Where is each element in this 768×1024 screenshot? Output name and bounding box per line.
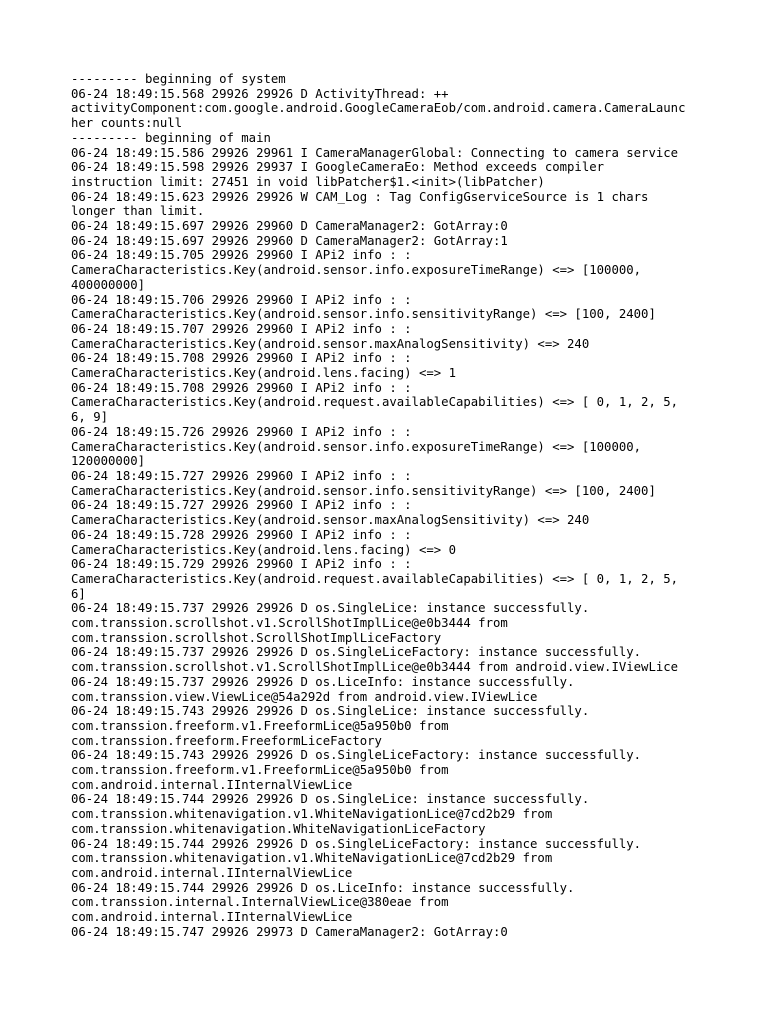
log-line: 06-24 18:49:15.737 29926 29926 D os.LiceInfo: instance successfully. [71, 674, 575, 689]
log-line: CameraCharacteristics.Key(android.request.availableCapabilities) <=> [ 0, 1, 2, 5, [71, 571, 679, 586]
log-line: com.android.internal.IInternalViewLice [71, 865, 353, 880]
log-line: 06-24 18:49:15.705 29926 29960 I APi2 info : : [71, 248, 412, 263]
log-line: com.transsion.whitenavigation.v1.WhiteNavigationLice@7cd2b29 from [71, 851, 553, 866]
log-line: CameraCharacteristics.Key(android.lens.facing) <=> 0 [71, 542, 456, 557]
log-line: CameraCharacteristics.Key(android.request.availableCapabilities) <=> [ 0, 1, 2, 5, [71, 395, 679, 410]
log-line: 06-24 18:49:15.727 29926 29960 I APi2 info : : [71, 498, 412, 513]
log-line: instruction limit: 27451 in void libPatcher$1.<init>(libPatcher) [71, 174, 545, 189]
log-line: 06-24 18:49:15.728 29926 29960 I APi2 info : : [71, 527, 412, 542]
log-line: 06-24 18:49:15.737 29926 29926 D os.SingleLice: instance successfully. [71, 601, 590, 616]
log-line: com.transsion.freeform.v1.FreeformLice@5a950b0 from [71, 718, 449, 733]
log-line: 06-24 18:49:15.568 29926 29926 D ActivityThread: ++ [71, 86, 449, 101]
log-line: 06-24 18:49:15.708 29926 29960 I APi2 info : : [71, 351, 412, 366]
log-line: 06-24 18:49:15.708 29926 29960 I APi2 info : : [71, 380, 412, 395]
log-line: 06-24 18:49:15.598 29926 29937 I GoogleCameraEo: Method exceeds compiler [71, 160, 605, 175]
log-line: --------- beginning of system [71, 72, 286, 86]
log-line: 06-24 18:49:15.726 29926 29960 I APi2 info : : [71, 424, 412, 439]
log-line: her counts:null [71, 116, 183, 131]
log-line: CameraCharacteristics.Key(android.lens.facing) <=> 1 [71, 366, 456, 381]
log-line: 06-24 18:49:15.743 29926 29926 D os.SingleLice: instance successfully. [71, 704, 590, 719]
log-line: 06-24 18:49:15.707 29926 29960 I APi2 info : : [71, 321, 412, 336]
log-line: 06-24 18:49:15.744 29926 29926 D os.SingleLice: instance successfully. [71, 792, 590, 807]
log-line: --------- beginning of main [71, 130, 271, 145]
log-line: com.transsion.scrollshot.v1.ScrollShotImplLice@e0b3444 from [71, 616, 508, 631]
log-line: 06-24 18:49:15.727 29926 29960 I APi2 info : : [71, 468, 412, 483]
log-line: 06-24 18:49:15.743 29926 29926 D os.SingleLiceFactory: instance successfully. [71, 748, 642, 763]
log-line: 06-24 18:49:15.744 29926 29926 D os.LiceInfo: instance successfully. [71, 880, 575, 895]
log-line: 06-24 18:49:15.586 29926 29961 I CameraManagerGlobal: Connecting to camera service [71, 145, 679, 160]
log-line: 120000000] [71, 454, 146, 469]
log-line: activityComponent:com.google.android.GoogleCameraEob/com.android.camera.CameraLaunc [71, 101, 686, 116]
log-line: 06-24 18:49:15.623 29926 29926 W CAM_Log : Tag ConfigGserviceSource is 1 chars [71, 189, 649, 204]
log-line: com.android.internal.IInternalViewLice [71, 777, 353, 792]
log-line: com.transsion.scrollshot.v1.ScrollShotImplLice@e0b3444 from android.view.IViewLice [71, 660, 679, 675]
log-line: com.transsion.internal.InternalViewLice@380eae from [71, 895, 449, 910]
log-line: longer than limit. [71, 204, 205, 219]
log-line: 06-24 18:49:15.697 29926 29960 D CameraManager2: GotArray:1 [71, 233, 508, 248]
log-line: com.transsion.view.ViewLice@54a292d from android.view.IViewLice [71, 689, 538, 704]
log-line: CameraCharacteristics.Key(android.sensor.info.exposureTimeRange) <=> [100000, [71, 439, 642, 454]
log-line: 06-24 18:49:15.747 29926 29973 D CameraManager2: GotArray:0 [71, 924, 508, 939]
log-line: CameraCharacteristics.Key(android.sensor.maxAnalogSensitivity) <=> 240 [71, 336, 590, 351]
log-line: com.android.internal.IInternalViewLice [71, 910, 353, 925]
log-line: 06-24 18:49:15.744 29926 29926 D os.SingleLiceFactory: instance successfully. [71, 836, 642, 851]
log-line: com.transsion.whitenavigation.v1.WhiteNavigationLice@7cd2b29 from [71, 807, 553, 822]
log-line: com.transsion.freeform.FreeformLiceFactory [71, 733, 382, 748]
log-document [71, 72, 711, 939]
log-line: 400000000] [71, 277, 146, 292]
log-line: com.transsion.whitenavigation.WhiteNavigationLiceFactory [71, 821, 486, 836]
log-line: com.transsion.freeform.v1.FreeformLice@5a950b0 from [71, 763, 449, 778]
log-line: 6] [71, 586, 86, 601]
log-line: 6, 9] [71, 410, 109, 425]
log-line: 06-24 18:49:15.697 29926 29960 D CameraManager2: GotArray:0 [71, 219, 508, 234]
log-line: CameraCharacteristics.Key(android.sensor.info.sensitivityRange) <=> [100, 2400] [71, 307, 656, 322]
log-line: CameraCharacteristics.Key(android.sensor.info.exposureTimeRange) <=> [100000, [71, 263, 642, 278]
log-line: CameraCharacteristics.Key(android.sensor.info.sensitivityRange) <=> [100, 2400] [71, 483, 656, 498]
log-line: com.transsion.scrollshot.ScrollShotImplLiceFactory [71, 630, 442, 645]
log-line: CameraCharacteristics.Key(android.sensor.maxAnalogSensitivity) <=> 240 [71, 513, 590, 528]
log-line: 06-24 18:49:15.706 29926 29960 I APi2 info : : [71, 292, 412, 307]
log-line: 06-24 18:49:15.729 29926 29960 I APi2 info : : [71, 557, 412, 572]
log-line: 06-24 18:49:15.737 29926 29926 D os.SingleLiceFactory: instance successfully. [71, 645, 642, 660]
